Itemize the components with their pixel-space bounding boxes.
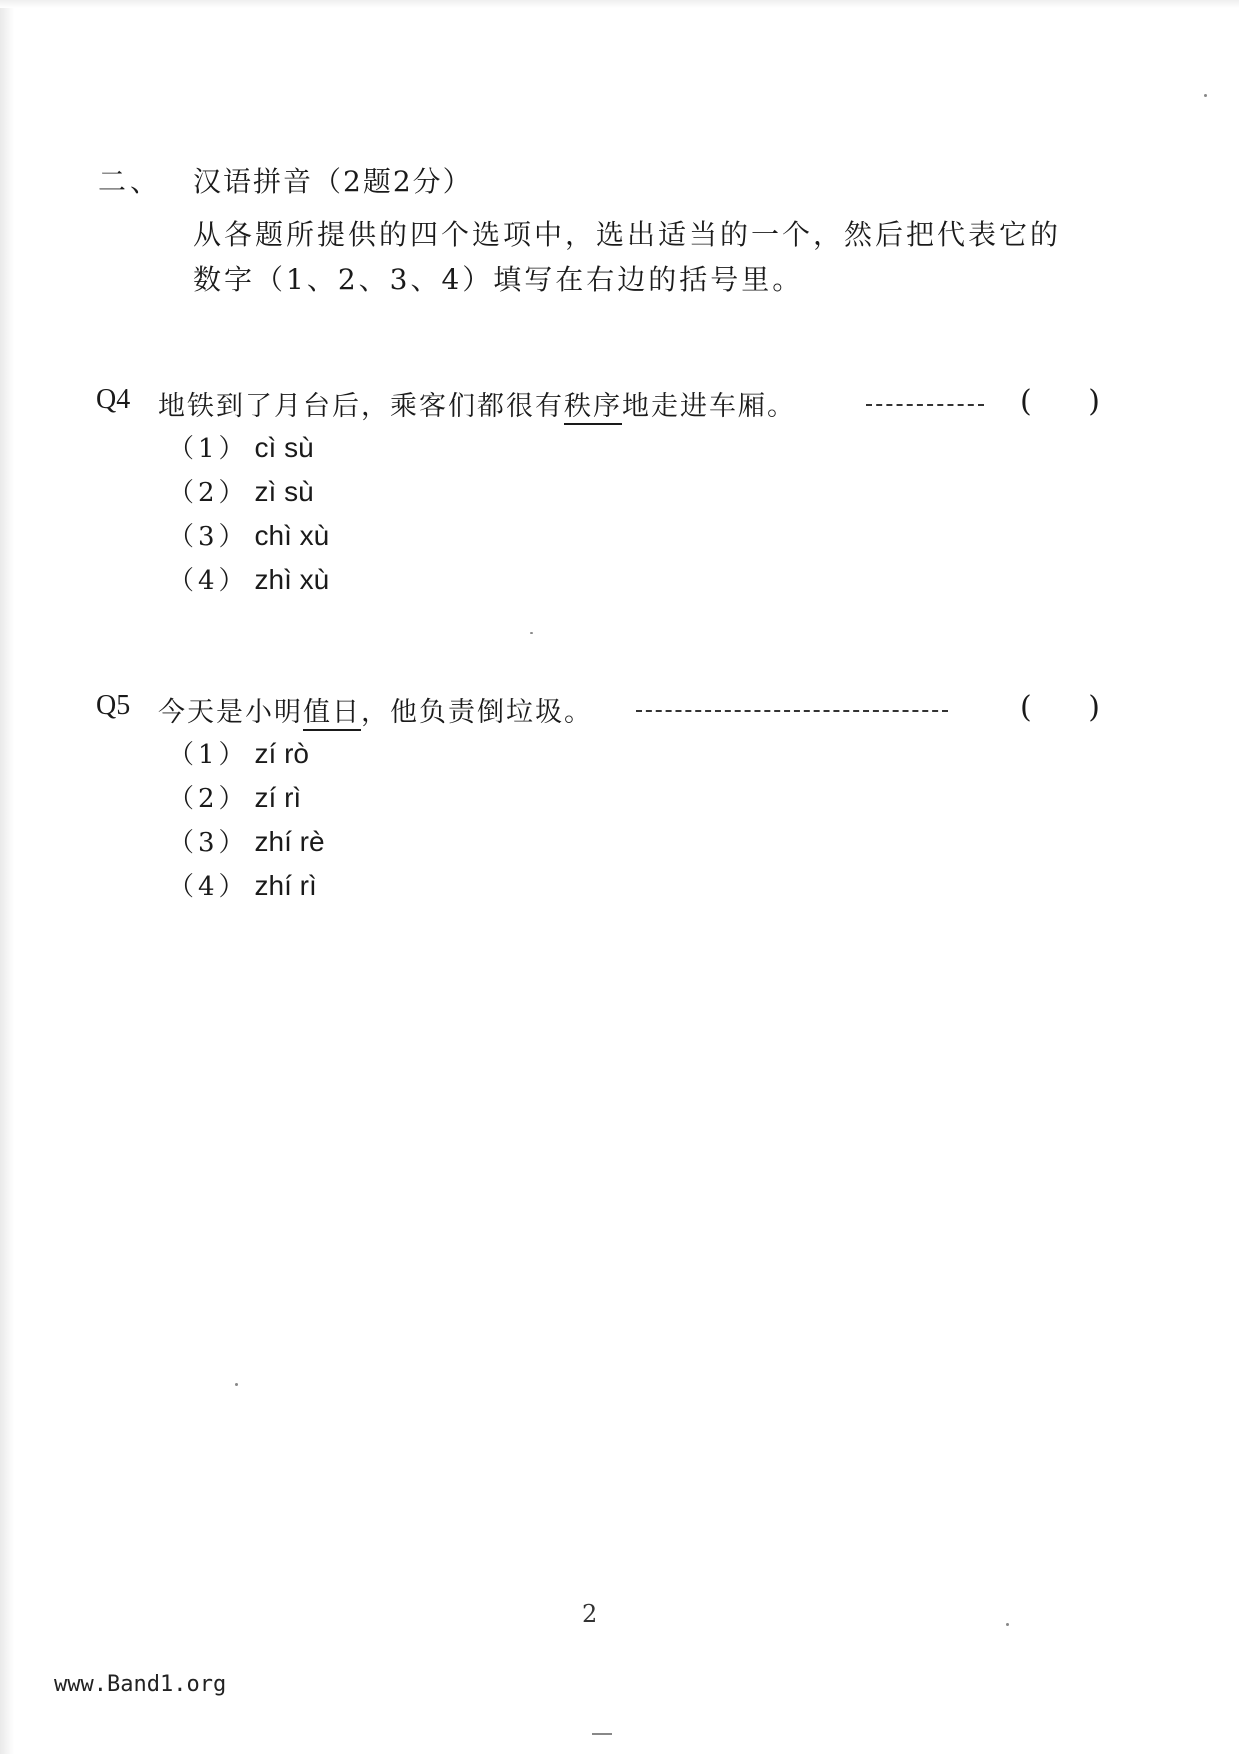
option-item (168, 516, 329, 553)
option-number: （4） (168, 566, 249, 596)
answer-bracket[interactable] (1020, 690, 1100, 725)
option-item (168, 428, 314, 465)
scan-speck (235, 1383, 238, 1386)
instruction-line-2: 数字（1、2、3、4）填写在右边的括号里。 (193, 263, 804, 296)
option-item (168, 822, 325, 859)
bracket-open: ( (1020, 690, 1032, 725)
option-pinyin: zí rì (254, 782, 302, 813)
bracket-close: ) (1088, 384, 1100, 419)
section-number: 二、 (98, 165, 163, 198)
option-number: （2） (168, 478, 249, 508)
option-number: （1） (168, 434, 249, 464)
page-number: 2 (582, 1600, 598, 1628)
question-q5 (96, 690, 1116, 740)
option-number: （1） (168, 740, 249, 770)
scan-speck (1006, 1623, 1009, 1626)
option-pinyin: zhì xù (254, 564, 330, 595)
scan-speck (530, 632, 533, 634)
dashed-leader (866, 404, 984, 406)
option-pinyin: zhí rì (254, 870, 317, 901)
sentence-before: 今天是小明 (158, 697, 303, 728)
question-q4 (96, 384, 1116, 434)
option-pinyin: zì sù (254, 476, 314, 507)
option-number: （2） (168, 784, 249, 814)
footer-watermark: www.Band1.org (54, 1672, 227, 1697)
answer-bracket[interactable] (1020, 384, 1100, 419)
option-pinyin: chì xù (254, 520, 330, 551)
option-item (168, 560, 329, 597)
option-item (168, 734, 309, 771)
question-number: Q5 (96, 690, 131, 721)
option-pinyin: zí rò (254, 738, 310, 769)
bracket-open: ( (1020, 384, 1032, 419)
question-number: Q4 (96, 384, 131, 415)
option-number: （3） (168, 828, 249, 858)
option-item (168, 778, 301, 815)
instruction-line-1: 从各题所提供的四个选项中，选出适当的一个，然后把代表它的 (193, 218, 1062, 251)
option-pinyin: cì sù (254, 432, 314, 463)
option-item (168, 866, 317, 903)
option-item (168, 472, 314, 509)
section-title: 汉语拼音（2题2分） (193, 165, 473, 198)
question-sentence (158, 690, 593, 729)
underlined-keyword: 秩序 (564, 391, 622, 425)
scan-speck (1204, 94, 1207, 97)
sentence-after: 地走进车厢。 (622, 391, 796, 422)
option-number: （4） (168, 872, 249, 902)
question-sentence (158, 384, 796, 423)
scan-edge-shadow-top (0, 0, 1239, 8)
dashed-leader (636, 710, 948, 712)
underlined-keyword: 值日 (303, 697, 361, 731)
scan-speck (592, 1733, 612, 1735)
sentence-before: 地铁到了月台后，乘客们都很有 (158, 391, 564, 422)
option-pinyin: zhí rè (254, 826, 325, 857)
option-number: （3） (168, 522, 249, 552)
sentence-after: ，他负责倒垃圾。 (361, 697, 593, 728)
scan-edge-shadow (0, 0, 14, 1754)
bracket-close: ) (1088, 690, 1100, 725)
